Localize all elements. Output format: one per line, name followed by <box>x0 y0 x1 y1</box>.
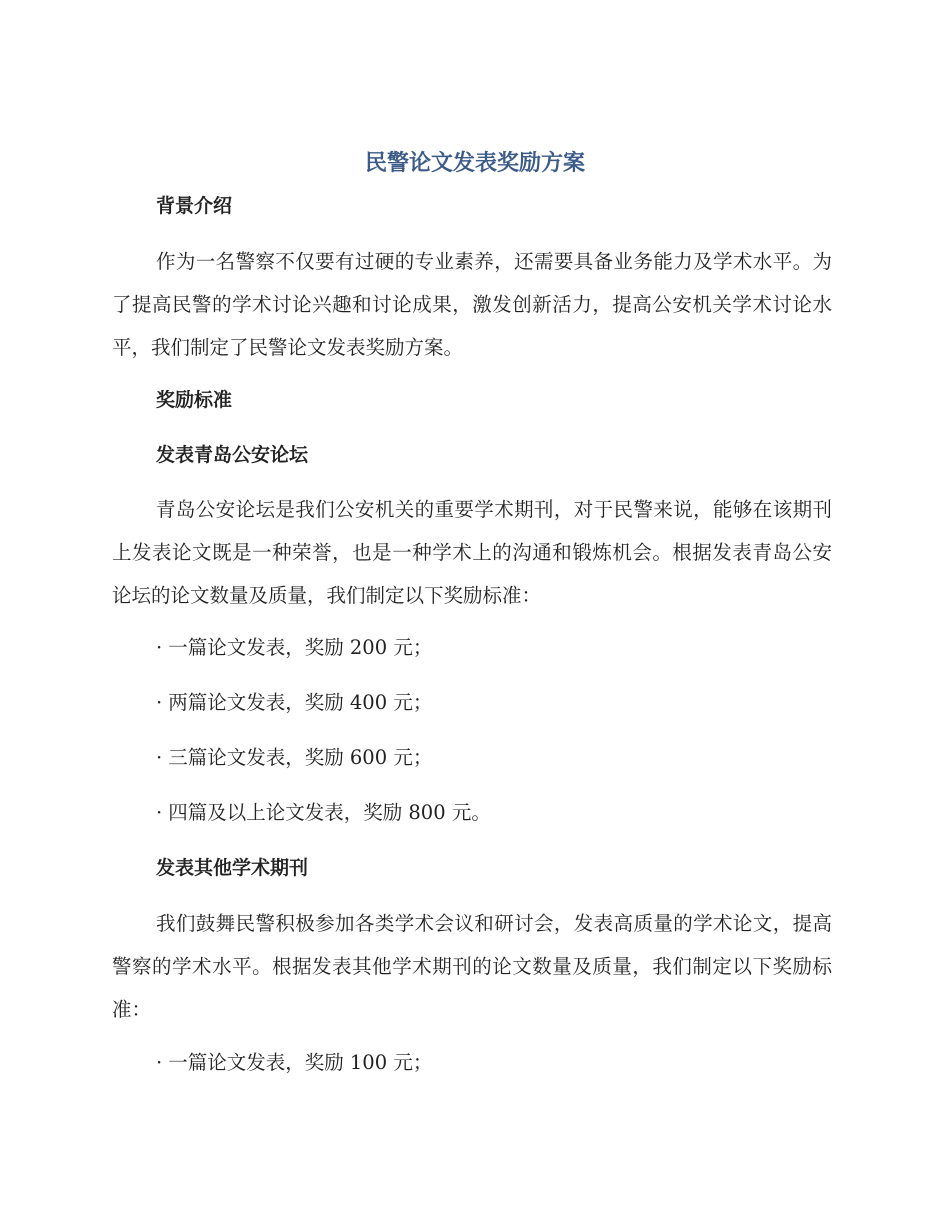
section-heading-other-journals: 发表其他学术期刊 <box>156 857 309 879</box>
document-title: 民警论文发表奖励方案 <box>364 151 585 176</box>
list-item <box>156 1048 432 1078</box>
list-item-text: 三篇论文发表，奖励 600 元； <box>168 746 433 769</box>
other-journals-paragraph: 我们鼓舞民警积极参加各类学术会议和研讨会，发表高质量的学术论文，提高警察的学术水平。根据发表其他学术期刊的论文数量及质量，我们制定以下奖励标准： <box>112 912 832 1021</box>
background-paragraph: 作为一名警察不仅要有过硬的专业素养，还需要具备业务能力及学术水平。为了提高民警的学术讨论兴趣和讨论成果，激发创新活力，提高公安机关学术讨论水平，我们制定了民警论文发表奖励方案。 <box>112 250 832 359</box>
list-item-text: 四篇及以上论文发表，奖励 800 元。 <box>168 801 491 824</box>
list-item <box>156 798 491 828</box>
bullet-dot: · <box>156 636 163 659</box>
section-heading-reward-standard: 奖励标准 <box>156 389 233 411</box>
list-item-text: 一篇论文发表，奖励 100 元； <box>168 1051 433 1074</box>
section-heading-background: 背景介绍 <box>156 195 233 217</box>
bullet-dot: · <box>156 746 163 769</box>
section-heading-qingdao-forum: 发表青岛公安论坛 <box>156 444 309 466</box>
bullet-dot: · <box>156 801 163 824</box>
bullet-dot: · <box>156 691 163 714</box>
qingdao-forum-paragraph: 青岛公安论坛是我们公安机关的重要学术期刊，对于民警来说，能够在该期刊上发表论文既是一种荣誉，也是一种学术上的沟通和锻炼机会。根据发表青岛公安论坛的论文数量及质量，我们制定以下奖励标准： <box>112 498 832 607</box>
list-item <box>156 633 432 663</box>
list-item-text: 一篇论文发表，奖励 200 元； <box>168 636 433 659</box>
bullet-dot: · <box>156 1051 163 1074</box>
list-item <box>156 688 432 718</box>
list-item <box>156 743 432 773</box>
list-item-text: 两篇论文发表，奖励 400 元； <box>168 691 433 714</box>
